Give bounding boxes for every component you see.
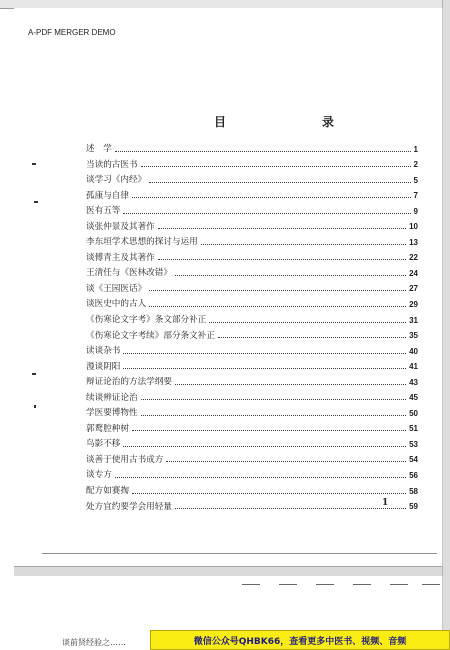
toc-entry-title: 谈张仲景及其著作 bbox=[86, 221, 155, 232]
toc-entry-title: 谈专方 bbox=[86, 470, 112, 481]
toc-entry-title: 处方宜约要学会用轻量 bbox=[86, 501, 172, 512]
toc-entry-title: 《伤寒论文字考》条文部分补正 bbox=[86, 314, 207, 325]
toc-entry-title: 漫谈阴阳 bbox=[86, 361, 121, 372]
toc-entry-title: 谈善于使用古书成方 bbox=[86, 454, 164, 465]
toc-entry bbox=[86, 138, 418, 154]
toc-entry-page: 40 bbox=[409, 346, 418, 356]
page-number: 1 bbox=[382, 498, 389, 508]
toc-entry bbox=[86, 418, 418, 434]
toc-entry-page: 56 bbox=[409, 471, 418, 481]
toc-entry-page: 58 bbox=[409, 486, 418, 496]
toc-entry-page: 43 bbox=[409, 377, 418, 387]
toc-entry-page: 45 bbox=[409, 393, 418, 403]
toc-entry bbox=[86, 387, 418, 403]
toc-entry-title: 辩证论治的方法学纲要 bbox=[86, 377, 172, 388]
dot-leader bbox=[166, 461, 406, 462]
toc-entry-title: 学医要博物性 bbox=[86, 408, 138, 419]
toc-entry-title: 谈医史中的古人 bbox=[86, 299, 147, 310]
scan-dash bbox=[422, 584, 440, 585]
toc-entry bbox=[86, 449, 418, 465]
toc-entry-title: 谈《王园医话》 bbox=[86, 283, 147, 294]
toc-entry-page: 5 bbox=[413, 175, 418, 185]
dot-leader bbox=[218, 337, 406, 338]
toc-title bbox=[214, 113, 334, 130]
toc-entry bbox=[86, 356, 418, 372]
toc-entry bbox=[86, 496, 418, 512]
toc-entry-page: 41 bbox=[409, 362, 418, 372]
toc-entry-page: 27 bbox=[409, 284, 418, 294]
next-page-text: 谈前贤经验之…… bbox=[62, 638, 126, 647]
toc-entry bbox=[86, 216, 418, 232]
toc-entry-page: 13 bbox=[409, 237, 418, 247]
toc-entry bbox=[86, 262, 418, 278]
toc-entry-page: 22 bbox=[409, 253, 418, 263]
toc-entry bbox=[86, 433, 418, 449]
vertical-scrollbar[interactable] bbox=[442, 0, 450, 650]
toc-entry bbox=[86, 154, 418, 170]
toc-entry-page: 9 bbox=[413, 206, 418, 216]
toc-entry bbox=[86, 340, 418, 356]
dot-leader bbox=[141, 399, 407, 400]
toc-entry-title: 医有五等 bbox=[86, 206, 121, 217]
page-footer-line bbox=[42, 553, 437, 554]
wechat-banner: 微信公众号QHBK66，查看更多中医书、视频、音频 bbox=[150, 630, 450, 650]
dot-leader bbox=[201, 244, 406, 245]
toc-entry-title: 配方如赛掏 bbox=[86, 485, 129, 496]
toc-entry-title: 孤康与自律 bbox=[86, 190, 129, 201]
toc-entry-title: 《伤寒论文字考续》部分条文补正 bbox=[86, 330, 215, 341]
dot-leader bbox=[123, 353, 406, 354]
toc-entry-page: 10 bbox=[409, 222, 418, 232]
dot-leader bbox=[132, 430, 406, 431]
toc-entry-title: 李东垣学术思想的探讨与运用 bbox=[86, 237, 198, 248]
scan-dash bbox=[316, 584, 334, 585]
toc-entry bbox=[86, 293, 418, 309]
toc-entry bbox=[86, 200, 418, 216]
toc-entry-page: 1 bbox=[413, 144, 418, 154]
toc-entry-page: 53 bbox=[409, 439, 418, 449]
toc-entry bbox=[86, 185, 418, 201]
toc-entry bbox=[86, 325, 418, 341]
dot-leader bbox=[209, 322, 406, 323]
scan-mark bbox=[32, 373, 36, 375]
toc-entry-page: 29 bbox=[409, 300, 418, 310]
dot-leader bbox=[123, 368, 406, 369]
toc-entry bbox=[86, 231, 418, 247]
toc-entry bbox=[86, 278, 418, 294]
scan-dash bbox=[279, 584, 297, 585]
toc-entry bbox=[86, 402, 418, 418]
toc-entry bbox=[86, 480, 418, 496]
dot-leader bbox=[149, 290, 406, 291]
dot-leader bbox=[175, 275, 406, 276]
table-of-contents bbox=[86, 138, 418, 511]
dot-leader bbox=[141, 166, 411, 167]
scan-dash bbox=[242, 584, 260, 585]
scan-dash bbox=[353, 584, 371, 585]
watermark-text: A-PDF MERGER DEMO bbox=[28, 28, 116, 37]
toc-entry-page: 59 bbox=[409, 502, 418, 512]
toc-entry bbox=[86, 371, 418, 387]
toc-entry-title: 当读的古医书 bbox=[86, 159, 138, 170]
toc-entry-title: 郭鹜腔种树 bbox=[86, 423, 129, 434]
toc-entry-title: 续谈辨证论治 bbox=[86, 392, 138, 403]
dot-leader bbox=[132, 197, 411, 198]
dot-leader bbox=[175, 384, 406, 385]
toc-entry bbox=[86, 247, 418, 263]
toc-entry-title: 王清任与《医林改错》 bbox=[86, 268, 172, 279]
toc-title-char-2: 录 bbox=[321, 115, 334, 129]
dot-leader bbox=[175, 508, 406, 509]
scan-dash bbox=[390, 584, 408, 585]
dot-leader bbox=[149, 182, 410, 183]
toc-entry-title: 读谈杂书 bbox=[86, 346, 121, 357]
toc-entry bbox=[86, 309, 418, 325]
toc-entry-page: 51 bbox=[409, 424, 418, 434]
toc-entry-page: 24 bbox=[409, 268, 418, 278]
toc-entry bbox=[86, 464, 418, 480]
toc-entry-page: 50 bbox=[409, 408, 418, 418]
scan-mark bbox=[32, 163, 36, 165]
toc-entry-title: 谈傅青主及其著作 bbox=[86, 252, 155, 263]
dot-leader bbox=[123, 213, 410, 214]
document-page bbox=[14, 8, 443, 566]
toc-title-char-1: 目 bbox=[214, 115, 227, 129]
dot-leader bbox=[123, 446, 406, 447]
toc-entry-page: 35 bbox=[409, 331, 418, 341]
toc-entry-title: 鸟影不移 bbox=[86, 439, 121, 450]
toc-entry bbox=[86, 169, 418, 185]
scan-mark bbox=[34, 201, 38, 203]
dot-leader bbox=[115, 477, 406, 478]
toc-entry-page: 7 bbox=[413, 191, 418, 201]
toc-entry-page: 2 bbox=[413, 160, 418, 170]
dot-leader bbox=[132, 493, 406, 494]
dot-leader bbox=[158, 228, 406, 229]
dot-leader bbox=[115, 151, 411, 152]
toc-entry-title: 谈学习《内经》 bbox=[86, 175, 147, 186]
dot-leader bbox=[158, 259, 406, 260]
scan-mark bbox=[34, 405, 36, 408]
toc-entry-title: 述 学 bbox=[86, 143, 112, 154]
dot-leader bbox=[141, 415, 407, 416]
toc-entry-page: 31 bbox=[409, 315, 418, 325]
dot-leader bbox=[149, 306, 406, 307]
toc-entry-page: 54 bbox=[409, 455, 418, 465]
